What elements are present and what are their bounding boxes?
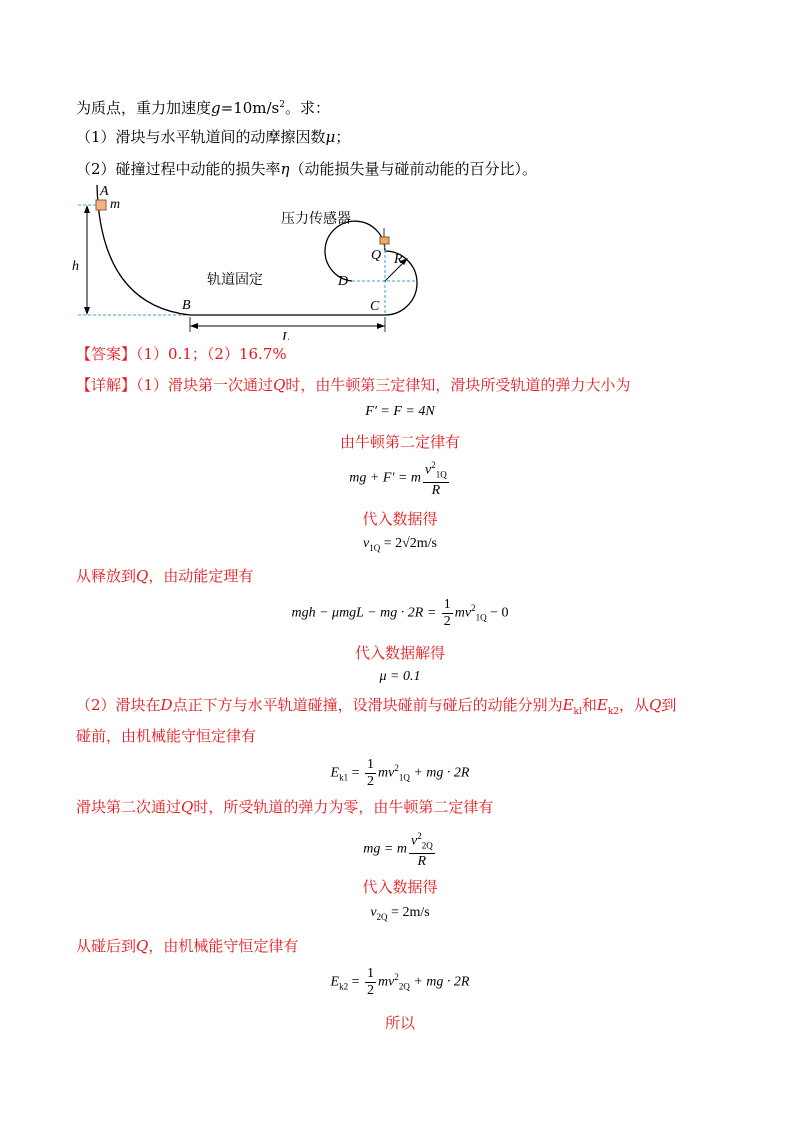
- label-r: R: [394, 252, 403, 267]
- p2-q: Q: [649, 696, 662, 714]
- p2-d: D: [160, 696, 173, 714]
- eq9-fraction: [365, 966, 376, 999]
- p2-pre: （2）滑块在: [76, 696, 161, 714]
- text-substitute-solve: 代入数据解得: [354, 644, 445, 662]
- detail-line-1: [76, 375, 630, 395]
- g-symbol: g: [211, 99, 221, 117]
- eq-8: [0, 905, 800, 922]
- h-arrow-head-bottom: [84, 307, 90, 315]
- eq9-vsub: 2Q: [398, 981, 410, 992]
- t5-pre: 滑块第二次通过: [76, 798, 182, 816]
- eq7-fraction: [409, 828, 435, 870]
- h-arrow-head-top: [84, 205, 90, 213]
- text-newton2: 由牛顿第二定律有: [339, 433, 460, 451]
- eq6-eq: =: [348, 765, 364, 781]
- ramp-track: [97, 185, 385, 315]
- eq7-v: v: [410, 833, 418, 849]
- pressure-sensor: [380, 237, 389, 244]
- eq9-tail: + mg · 2R: [409, 974, 470, 990]
- eq8-sub: 2Q: [376, 911, 388, 922]
- eq4-den: 2: [443, 614, 451, 629]
- p1-q: Q: [273, 376, 286, 394]
- eq-9: [0, 966, 800, 999]
- text-therefore: 所以: [384, 1014, 415, 1032]
- answer-text: （1）0.1；（2）16.7%: [136, 345, 287, 363]
- eq4-fraction: [442, 597, 453, 630]
- label-m: m: [110, 197, 121, 212]
- q2-post: （动能损失量与碰前动能的百分比）。: [289, 160, 538, 178]
- t5-post: 时，所受轨道的弹力为零，由牛顿第二定律有: [193, 798, 494, 816]
- g-sup: 2: [279, 100, 285, 110]
- label-c: C: [370, 299, 380, 314]
- eq4-left: mgh − μmgL − mg · 2R =: [291, 605, 440, 621]
- eq7-den: R: [417, 854, 427, 870]
- t7-pre: 从碰后到: [76, 937, 137, 955]
- p1-pre: （1）滑块第一次通过: [136, 376, 274, 394]
- detail-part-2-line-2: 碰前，由机械能守恒定律有: [76, 727, 257, 745]
- eq6-num: 1: [367, 757, 375, 772]
- p2-ek2: E: [596, 696, 608, 714]
- label-track-fixed: 轨道固定: [207, 272, 263, 288]
- p2-ek1: E: [562, 696, 574, 714]
- text-substitute-2: 代入数据得: [362, 878, 438, 896]
- eq9-num: 1: [367, 966, 375, 981]
- eq-6: [0, 757, 800, 790]
- question-1: [76, 127, 350, 147]
- t3-pre: 从释放到: [76, 567, 137, 585]
- label-b: B: [182, 298, 191, 313]
- eq2-sub: 1Q: [435, 469, 447, 480]
- detail-part-2-line-1: [76, 695, 676, 722]
- answer-tag: 【答案】: [76, 345, 137, 363]
- eq4-num: 1: [443, 597, 451, 612]
- eq3-sub: 1Q: [369, 542, 381, 553]
- q1-text: （1）滑块与水平轨道间的动摩擦因数: [76, 128, 326, 146]
- eq6-vsub: 1Q: [398, 772, 410, 783]
- p2-mid: 点正下方与水平轨道碰撞，设滑块碰前与碰后的动能分别为: [172, 696, 563, 714]
- eta-symbol: η: [280, 160, 290, 178]
- eq6-fraction: [365, 757, 376, 790]
- q1-post: ；: [335, 128, 351, 146]
- eq8-tail: = 2m/s: [387, 905, 430, 920]
- intro-text: 为质点，重力加速度: [76, 99, 212, 117]
- text-substitute-1: 代入数据得: [362, 510, 438, 528]
- p1-post: 时，由牛顿第三定律知，滑块所受轨道的弹力大小为: [285, 376, 631, 394]
- eq7-sup: 2: [417, 831, 422, 841]
- eq9-sub: k2: [339, 981, 349, 992]
- track-figure: [60, 180, 440, 340]
- t7-post: ，由机械能守恒定律有: [148, 937, 299, 955]
- detail-tag: 【详解】: [76, 376, 137, 394]
- eq4-mv: mv: [454, 605, 472, 621]
- g-value: =10m/s: [220, 99, 280, 117]
- label-l: L: [282, 330, 290, 340]
- text-after-collision: [76, 936, 298, 956]
- mu-symbol: μ: [325, 128, 336, 146]
- eq6-tail: + mg · 2R: [409, 765, 470, 781]
- p2-from: ，从: [619, 696, 650, 714]
- text-second-pass: [76, 797, 493, 817]
- eq9-eq: =: [348, 974, 364, 990]
- q2-text: （2）碰撞过程中动能的损失率: [76, 160, 281, 178]
- eq6-den: 2: [367, 774, 375, 789]
- t3-post: ，由动能定理有: [148, 567, 254, 585]
- l-arrow-right: [377, 323, 385, 329]
- eq9-mv: mv: [378, 974, 395, 990]
- eq6-sub: k1: [339, 772, 349, 783]
- block-m: [96, 200, 106, 210]
- eq2-left: mg + F′ = m: [349, 470, 421, 486]
- t3-q: Q: [136, 567, 149, 585]
- eq-1: [0, 404, 800, 420]
- eq8-v: v: [370, 905, 377, 920]
- eq3-value: = 2√2m/s: [380, 536, 438, 551]
- eq-3: [0, 536, 800, 553]
- label-q: Q: [371, 248, 382, 263]
- t7-q: Q: [136, 937, 149, 955]
- eq2-den: R: [431, 483, 441, 499]
- text-release-to-q: [76, 566, 253, 586]
- label-a: A: [100, 184, 109, 199]
- p2-ek1-sub: kl: [573, 707, 582, 717]
- eq2-sup: 2: [431, 460, 436, 470]
- eq4-sup: 2: [471, 603, 476, 614]
- eq9-sup: 2: [394, 972, 399, 983]
- p2-to: 到: [661, 696, 677, 714]
- label-h: h: [72, 259, 79, 274]
- eq9-den: 2: [367, 983, 375, 998]
- p2-and: 和: [581, 696, 597, 714]
- intro-text-post: 。求：: [285, 99, 331, 117]
- eq6-sup: 2: [394, 763, 399, 774]
- eq5-text: μ = 0.1: [379, 669, 421, 684]
- eq7-left: mg = m: [363, 841, 407, 857]
- eq-7: [0, 828, 800, 870]
- question-2: [76, 159, 537, 179]
- eq7-sub: 2Q: [421, 840, 433, 851]
- l-arrow-left: [190, 323, 198, 329]
- t5-q: Q: [181, 798, 194, 816]
- label-d: D: [338, 274, 349, 289]
- eq6-mv: mv: [378, 765, 395, 781]
- eq4-tail: − 0: [486, 605, 509, 621]
- intro-line-1: [76, 95, 330, 118]
- eq-2: [0, 457, 800, 499]
- eq9-e: E: [330, 974, 340, 990]
- eq2-fraction: [423, 457, 449, 499]
- eq2-v: v: [425, 462, 432, 478]
- eq-4: [0, 597, 800, 630]
- eq3-v: v: [362, 536, 370, 551]
- eq1-text: F′ = F = 4N: [365, 404, 435, 419]
- p2-ek2-sub: k2: [607, 707, 620, 717]
- eq-5: [0, 669, 800, 685]
- eq6-e: E: [330, 765, 340, 781]
- answer-line: [76, 344, 287, 364]
- eq4-sub: 1Q: [475, 612, 487, 623]
- label-sensor: 压力传感器: [281, 211, 351, 227]
